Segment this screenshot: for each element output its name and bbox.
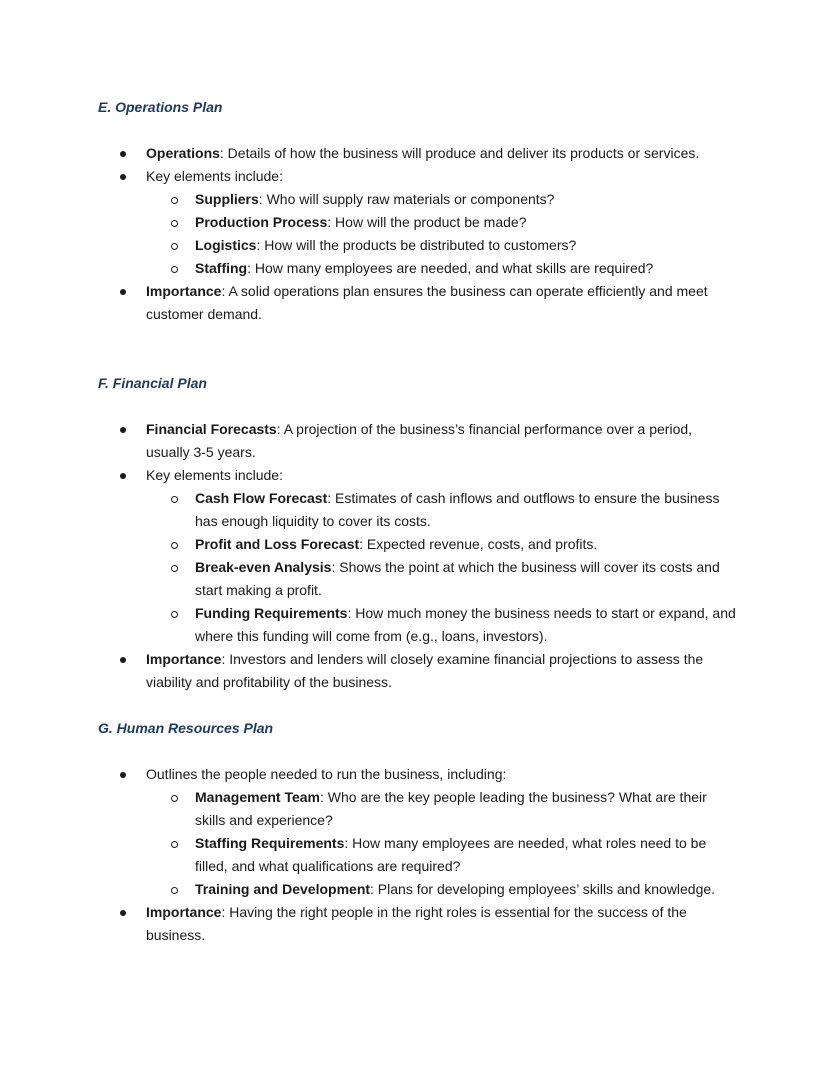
item-text: Key elements include: (146, 467, 283, 483)
circle-bullet-icon (171, 197, 178, 204)
list-item (98, 763, 738, 901)
circle-bullet-icon (171, 266, 178, 273)
list-item (98, 648, 738, 694)
item-term: Profit and Loss Forecast (195, 536, 360, 552)
sub-list-item (146, 878, 738, 901)
item-text: : Shows the point at which the business will cover its costs and start making a profit. (195, 559, 720, 598)
list-item (98, 464, 738, 648)
circle-bullet-icon (171, 611, 178, 618)
item-text: : A solid operations plan ensures the business can operate efficiently and meet customer demand. (146, 283, 708, 322)
item-text: : Who are the key people leading the business? What are their skills and experience? (195, 789, 707, 828)
bullet-icon (120, 772, 126, 778)
bullet-icon (120, 151, 126, 157)
sub-list-item (146, 257, 738, 280)
bullet-icon (120, 289, 126, 295)
item-term: Cash Flow Forecast (195, 490, 328, 506)
sub-list-item (146, 188, 738, 211)
circle-bullet-icon (171, 220, 178, 227)
circle-bullet-icon (171, 243, 178, 250)
item-term: Break-even Analysis (195, 559, 332, 575)
circle-bullet-icon (171, 841, 178, 848)
item-term: Importance (146, 904, 222, 920)
sub-list (146, 786, 738, 901)
bullet-icon (120, 910, 126, 916)
sub-list-item (146, 786, 738, 832)
list-item (98, 418, 738, 464)
list-item (98, 280, 738, 326)
item-term: Production Process (195, 214, 328, 230)
item-term: Operations (146, 145, 220, 161)
item-text: : How much money the business needs to start or expand, and where this funding will come from (e.g., loans, investors). (195, 605, 736, 644)
section-heading: E. Operations Plan (98, 99, 223, 115)
item-text: : Estimates of cash inflows and outflows to ensure the business has enough liquidity to cover its costs. (195, 490, 720, 529)
item-text: Key elements include: (146, 168, 283, 184)
bullet-icon (120, 427, 126, 433)
item-text: : A projection of the business’s financial performance over a period, usually 3-5 years. (146, 421, 693, 460)
sub-list-item (146, 533, 738, 556)
item-text: : How many employees are needed, and what skills are required? (247, 260, 654, 276)
item-text: : Having the right people in the right roles is essential for the success of the business. (146, 904, 687, 943)
list-item (98, 142, 738, 165)
sub-list-item (146, 602, 738, 648)
item-term: Staffing (195, 260, 248, 276)
item-term: Logistics (195, 237, 257, 253)
bullet-icon (120, 174, 126, 180)
circle-bullet-icon (171, 496, 178, 503)
list-item (98, 165, 738, 280)
item-term: Importance (146, 283, 222, 299)
item-text: : How will the products be distributed to customers? (256, 237, 577, 253)
item-text: : How many employees are needed, what roles need to be filled, and what qualifications are required? (195, 835, 707, 874)
item-text: : Plans for developing employees’ skills and knowledge. (370, 881, 716, 897)
circle-bullet-icon (171, 565, 178, 572)
item-term: Importance (146, 651, 222, 667)
item-text: Outlines the people needed to run the business, including: (146, 766, 507, 782)
circle-bullet-icon (171, 887, 178, 894)
item-text: : How will the product be made? (327, 214, 527, 230)
bullet-icon (120, 473, 126, 479)
sub-list (146, 487, 738, 648)
bullet-icon (120, 657, 126, 663)
item-term: Staffing Requirements (195, 835, 345, 851)
sub-list (146, 188, 738, 280)
sub-list-item (146, 487, 738, 533)
item-text: : Who will supply raw materials or components? (258, 191, 555, 207)
circle-bullet-icon (171, 542, 178, 549)
item-text: : Investors and lenders will closely examine financial projections to assess the viability and profitability of the business. (146, 651, 704, 690)
section-heading: F. Financial Plan (98, 375, 207, 391)
sub-list-item (146, 832, 738, 878)
item-term: Training and Development (195, 881, 371, 897)
bullet-list (98, 763, 738, 947)
sub-list-item (146, 211, 738, 234)
sub-list-item (146, 556, 738, 602)
item-term: Suppliers (195, 191, 259, 207)
item-term: Financial Forecasts (146, 421, 277, 437)
list-item (98, 901, 738, 947)
item-term: Funding Requirements (195, 605, 348, 621)
item-text: : Details of how the business will produce and deliver its products or services. (219, 145, 700, 161)
sub-list-item (146, 234, 738, 257)
item-term: Management Team (195, 789, 320, 805)
bullet-list (98, 418, 738, 694)
item-text: : Expected revenue, costs, and profits. (359, 536, 598, 552)
circle-bullet-icon (171, 795, 178, 802)
section-heading: G. Human Resources Plan (98, 720, 274, 736)
bullet-list (98, 142, 738, 326)
